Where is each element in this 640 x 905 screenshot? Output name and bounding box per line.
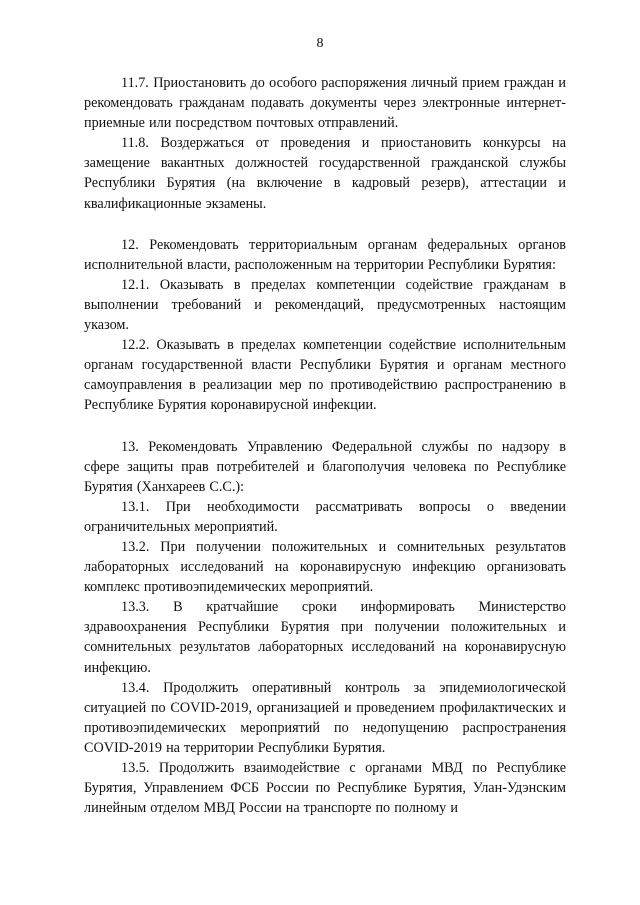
paragraph-13-1: 13.1. При необходимости рассматривать вопросы о введении ограничительных мероприятий. <box>84 498 566 535</box>
paragraph-12-2: 12.2. Оказывать в пределах компетенции содействие исполнительным органам государственной власти Республики Бурятия и органам местного самоуправления в реализации мер по противодействию распространению в Республике Бурятия коронавирусной инфекции. <box>84 337 566 414</box>
page-number: 8 <box>316 36 324 51</box>
paragraph-13-5: 13.5. Продолжить взаимодействие с органами МВД по Республике Бурятия, Управлением ФСБ России по Республике Бурятия, Улан-Удэнским линейным отделом МВД России на транспорте по полному и <box>84 760 566 817</box>
paragraph-12-1: 12.1. Оказывать в пределах компетенции содействие гражданам в выполнении требований и рекомендаций, предусмотренных настоящим указом. <box>84 276 566 334</box>
paragraph-11-7: 11.7. Приостановить до особого распоряжения личный прием граждан и рекомендовать гражданам подавать документы через электронные интернет-приемные или посредством почтовых отправлений. <box>84 75 566 132</box>
document-body <box>84 73 566 818</box>
paragraph-13-2: 13.2. При получении положительных и сомнительных результатов лабораторных исследований на коронавирусную инфекцию организовать комплекс противоэпидемических мероприятий. <box>84 538 566 596</box>
paragraph-13-4: 13.4. Продолжить оперативный контроль за эпидемиологической ситуацией по COVID-2019, организацией и проведением профилактических и противоэпидемических мероприятий по недопущению распространения COVID-2019 на территории Республики Бурятия. <box>84 679 566 756</box>
paragraph-13-3: 13.3. В кратчайшие сроки информировать Министерство здравоохранения Республики Бурятия при получении положительных и сомнительных результатов лабораторных исследований на коронавирусную инфекцию. <box>84 599 566 676</box>
paragraph-11-8: 11.8. Воздержаться от проведения и приостановить конкурсы на замещение вакантных должностей государственной гражданской службы Республики Бурятия (на включение в кадровый резерв), аттестации и квалификационные экзамены. <box>84 135 566 212</box>
paragraph-12: 12. Рекомендовать территориальным органам федеральных органов исполнительной власти, расположенным на территории Республики Бурятия: <box>84 236 566 273</box>
paragraph-13: 13. Рекомендовать Управлению Федеральной службы по надзору в сфере защиты прав потребителей и благополучия человека по Республике Бурятия (Ханхареев С.С.): <box>84 438 566 495</box>
